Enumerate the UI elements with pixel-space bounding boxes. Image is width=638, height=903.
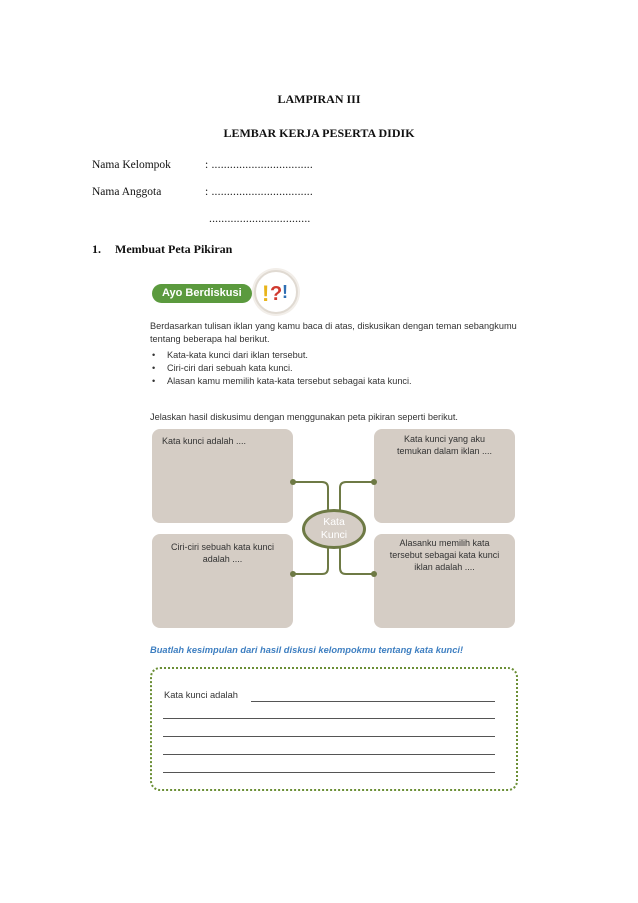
answer-line[interactable]	[251, 701, 495, 702]
answer-line[interactable]	[163, 772, 495, 773]
answer-line[interactable]	[163, 718, 495, 719]
activity-badge: Ayo Berdiskusi	[152, 284, 252, 303]
group-name-label: Nama Kelompok	[92, 159, 171, 171]
list-item: • Kata-kata kunci dari iklan tersebut.	[150, 349, 520, 362]
answer-label: Kata kunci adalah	[164, 690, 238, 700]
mindmap-box-label: Alasanku memilih kata tersebut sebagai kata kunci iklan adalah ....	[389, 538, 500, 572]
conclusion-prompt: Buatlah kesimpulan dari hasil diskusi kelompokmu tentang kata kunci!	[150, 645, 464, 655]
mindmap-center-label: Kata Kunci	[320, 516, 348, 541]
section-number: 1.	[92, 242, 101, 256]
svg-text:?: ?	[270, 283, 283, 305]
list-item: • Ciri-ciri dari sebuah kata kunci.	[150, 362, 520, 375]
svg-text:!: !	[282, 282, 288, 302]
section-title: Membuat Peta Pikiran	[115, 242, 233, 256]
mindmap-box-label: Kata kunci adalah ....	[162, 436, 247, 446]
answer-line[interactable]	[163, 754, 495, 755]
mindmap-center-node	[302, 509, 366, 549]
members-field[interactable]: : .................................	[205, 186, 313, 198]
activity-intro: Berdasarkan tulisan iklan yang kamu baca di atas, diskusikan dengan teman sebangkumu tentang beberapa hal berikut.	[150, 321, 517, 344]
svg-text:!: !	[262, 281, 270, 306]
appendix-heading: LAMPIRAN III	[277, 92, 361, 106]
mindmap-box-label: Kata kunci yang aku temukan dalam iklan ....	[396, 434, 493, 456]
members-label: Nama Anggota	[92, 186, 162, 198]
mindmap-instruction: Jelaskan hasil diskusimu dengan menggunakan peta pikiran seperti berikut.	[150, 412, 458, 422]
list-item: • Alasan kamu memilih kata-kata tersebut sebagai kata kunci.	[150, 375, 520, 388]
group-name-field[interactable]: : .................................	[205, 159, 313, 171]
answer-line[interactable]	[163, 736, 495, 737]
mindmap-box-label: Ciri-ciri sebuah kata kunci adalah ....	[170, 542, 275, 564]
members-field-extra[interactable]: .................................	[209, 213, 311, 225]
worksheet-title: LEMBAR KERJA PESERTA DIDIK	[223, 126, 415, 140]
